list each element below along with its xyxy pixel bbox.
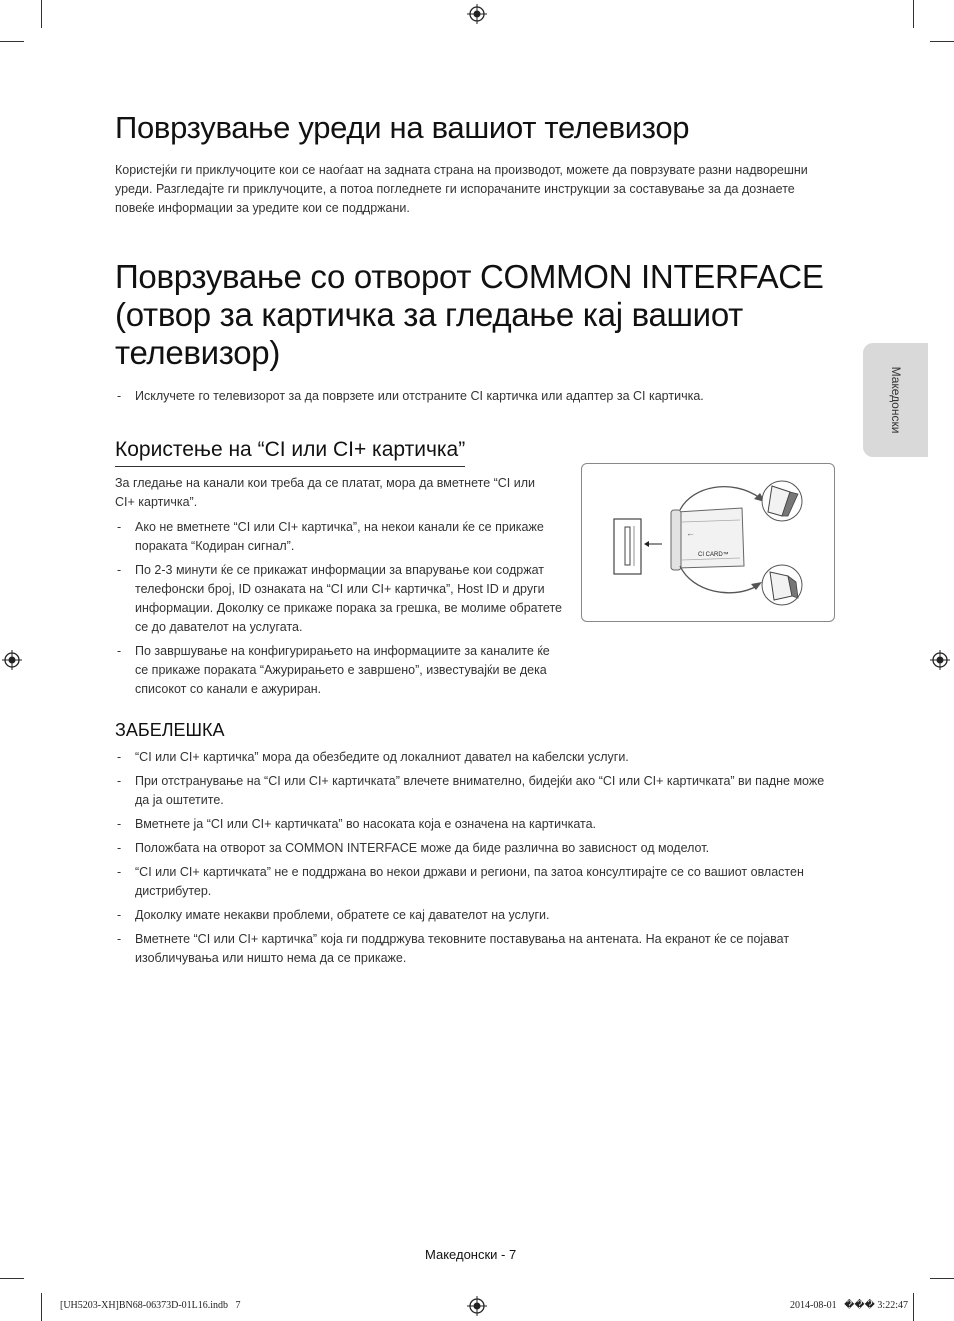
print-date-info: 2014-08-01 ��� 3:22:47 bbox=[790, 1300, 908, 1311]
registration-mark-icon bbox=[466, 1295, 488, 1317]
crop-mark bbox=[913, 1293, 914, 1321]
ci-card-insertion-diagram bbox=[582, 464, 833, 620]
registration-mark-icon bbox=[1, 649, 23, 671]
list-item: - Ако не вметнете “CI или CI+ картичка”, на некои канали ќе се прикаже пораката “Кодиран сигнал”. bbox=[117, 520, 544, 553]
intro-paragraph: Користејќи ги приклучоците кои се наоѓаат на задната страна на производот, можете да поврзувате разни надворешни уреди. Разгледајте ги приклучоците, а потоа погледнете ги испорачаните инструкции за составување за да дознаете повеќе информации за уредите кои се поддржани. bbox=[115, 163, 808, 215]
print-file-info: [UH5203-XH]BN68-06373D-01L16.indb 7 bbox=[60, 1300, 241, 1311]
list-item: - По завршување на конфигурирањето на информациите за каналите ќе се прикаже пораката “Ажурирањето е завршено”, известувајќи ве дека списокот со канали е ажуриран. bbox=[117, 644, 550, 696]
ci-heading bbox=[115, 258, 855, 372]
note-heading: ЗАБЕЛЕШКА bbox=[115, 720, 225, 740]
crop-mark bbox=[0, 1278, 24, 1279]
crop-mark bbox=[913, 0, 914, 28]
crop-mark bbox=[41, 1293, 42, 1321]
list-item: - Исклучете го телевизорот за да поврзете или отстраните CI картичка или адаптер за CI картичка. bbox=[117, 389, 704, 403]
svg-text:←: ← bbox=[686, 528, 695, 538]
page-number: Македонски - 7 bbox=[425, 1247, 517, 1262]
list-item: - Положбата на отворот за COMMON INTERFACE може да биде различна во зависност од моделот. bbox=[117, 841, 710, 855]
crop-mark bbox=[930, 41, 954, 42]
list-item: - Вметнете ја “CI или CI+ картичката” во насоката која е означена на картичката. bbox=[117, 817, 597, 831]
list-item: - Вметнете “CI или CI+ картичка” која ги поддржува тековните поставувања на антената. На екранот ќе се појават изобличувања или ништо нема да се прикаже. bbox=[117, 932, 790, 965]
ci-heading-line: (отвор за картичка за гледање кај вашиот bbox=[115, 296, 743, 333]
ci-heading-line: телевизор) bbox=[115, 334, 281, 371]
list-item: - При отстранување на “CI или CI+ картичката” влечете внимателно, бидејќи ако “CI или CI+ картичката” ви падне може да ја оштетите. bbox=[117, 774, 825, 807]
note-list bbox=[115, 748, 835, 973]
registration-mark-icon bbox=[929, 649, 951, 671]
list-item: - По 2-3 минути ќе се прикажат информации за впарување кои содржат телефонски број, ID ознаката на “CI или CI+ картичка”, Host ID и други информации. Доколку се прикаже порака за грешка, ве молиме обратете се до давателот на услугата. bbox=[117, 563, 562, 634]
list-item: - “CI или CI+ картичката” не е поддржана во некои држави и региони, па затоа консултирајте се со вашиот овластен дистрибутер. bbox=[117, 865, 804, 898]
use-note-list bbox=[115, 518, 565, 704]
crop-mark bbox=[41, 0, 42, 28]
crop-mark bbox=[0, 41, 24, 42]
ci-note-list bbox=[115, 387, 835, 411]
ci-heading-line: Поврзување со отворот COMMON INTERFACE bbox=[115, 258, 824, 295]
list-item: - “CI или CI+ картичка” мора да обезбедите од локалниот давател на кабелски услуги. bbox=[117, 750, 629, 764]
use-intro: За гледање на канали кои треба да се платат, мора да вметнете “CI или CI+ картичка”. bbox=[115, 476, 536, 509]
language-tab-label: Македонски bbox=[888, 366, 903, 434]
registration-mark-icon bbox=[466, 3, 488, 25]
list-item: - Доколку имате некакви проблеми, обратете се кај давателот на услуги. bbox=[117, 908, 550, 922]
language-tab bbox=[863, 343, 928, 457]
page-title: Поврзување уреди на вашиот телевизор bbox=[115, 110, 690, 145]
ci-card-label: CI CARD™ bbox=[698, 552, 729, 558]
ci-card-illustration bbox=[581, 463, 835, 622]
section-heading-ci-use: Користење на “CI или CI+ картичка” bbox=[115, 438, 465, 467]
crop-mark bbox=[930, 1278, 954, 1279]
